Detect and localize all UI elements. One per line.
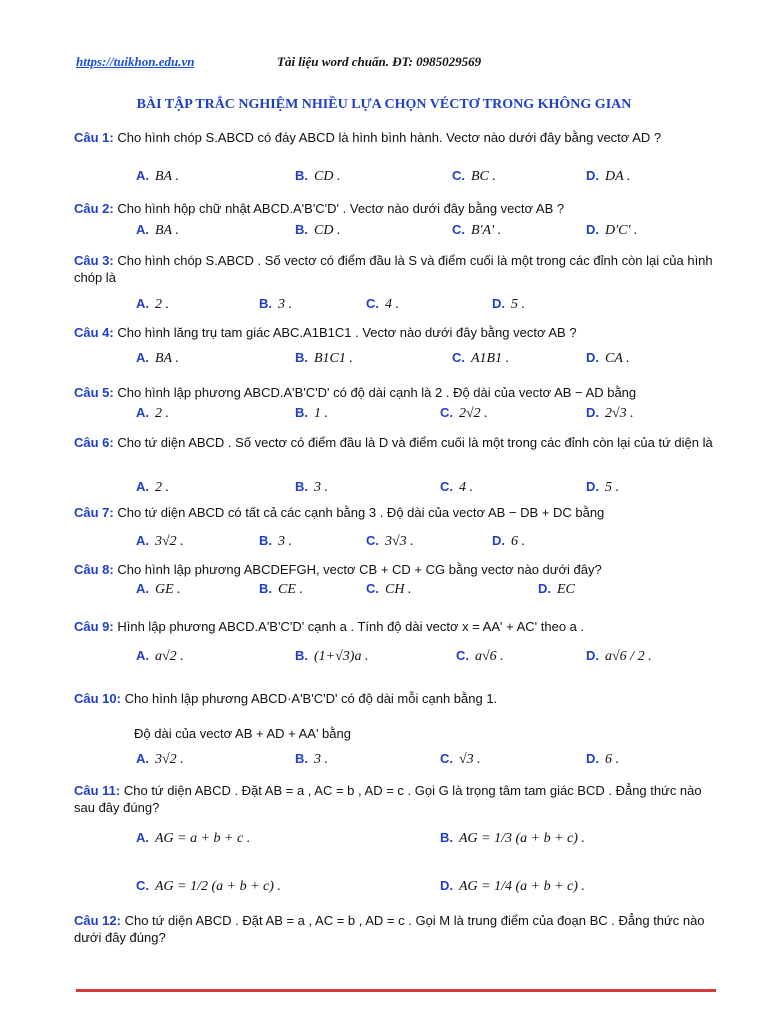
option-value: AG = 1/4 (a + b + c) . (459, 879, 585, 894)
answer-option[interactable] (136, 350, 179, 367)
answer-option[interactable] (295, 222, 340, 239)
question-text: Cho tứ diện ABCD . Đặt AB = a , AC = b , AD = c . Gọi M là trung điểm của đoạn BC . Đẳng thức nào dưới đây đúng? (74, 913, 705, 945)
option-key: D. (586, 479, 599, 494)
question-label: Câu 9: (74, 619, 114, 634)
question-3 (74, 252, 724, 286)
answer-option[interactable] (136, 830, 250, 847)
option-value: 3 . (314, 480, 328, 495)
option-key: A. (136, 350, 149, 365)
answer-option[interactable] (456, 648, 504, 665)
answer-option[interactable] (366, 533, 414, 550)
question-text: Cho hình lập phương ABCD.A'B'C'D' có độ dài cạnh là 2 . Độ dài của vectơ AB − AD bằng (113, 385, 637, 400)
option-key: C. (366, 581, 379, 596)
option-key: D. (586, 350, 599, 365)
option-key: D. (492, 533, 505, 548)
option-value: GE . (155, 582, 181, 597)
option-key: D. (586, 648, 599, 663)
answer-option[interactable] (295, 751, 328, 768)
question-text: Cho hình hộp chữ nhật ABCD.A'B'C'D' . Vectơ nào dưới đây bằng vectơ AB ? (113, 201, 565, 216)
option-key: D. (586, 751, 599, 766)
page-title: BÀI TẬP TRẮC NGHIỆM NHIỀU LỰA CHỌN VÉCTƠ TRONG KHÔNG GIAN (136, 97, 632, 112)
option-key: D. (586, 405, 599, 420)
answer-option[interactable] (440, 479, 473, 496)
question-text: Cho hình chóp S.ABCD có đáy ABCD là hình bình hành. Vectơ nào dưới đây bằng vectơ AD ? (113, 130, 662, 145)
website-link[interactable]: https://tuikhon.edu.vn (76, 54, 195, 69)
question-6 (74, 434, 724, 451)
answer-option[interactable] (440, 405, 488, 422)
option-value: 2√2 . (459, 406, 488, 421)
option-key: A. (136, 830, 149, 845)
answer-option[interactable] (452, 168, 496, 185)
answer-option[interactable] (586, 648, 652, 665)
option-key: A. (136, 533, 149, 548)
option-key: C. (456, 648, 469, 663)
answer-option[interactable] (366, 581, 411, 598)
question-9 (74, 618, 724, 635)
option-value: 6 . (605, 752, 619, 767)
option-value: 2 . (155, 480, 169, 495)
option-value: CA . (605, 351, 630, 366)
answer-option[interactable] (136, 878, 281, 895)
header-note: Tài liệu word chuẩn. ĐT: 0985029569 (277, 54, 482, 69)
answer-option[interactable] (586, 350, 630, 367)
option-value: 3 . (278, 297, 292, 312)
answer-option[interactable] (295, 479, 328, 496)
option-value: D'C' . (605, 223, 638, 238)
option-value: AG = a + b + c . (155, 831, 251, 846)
answer-option[interactable] (366, 296, 399, 313)
option-key: D. (440, 878, 453, 893)
question-text: Hình lập phương ABCD.A'B'C'D' cạnh a . Tính độ dài vectơ x = AA' + AC' theo a . (113, 619, 585, 634)
question-text: Cho hình lập phương ABCD·A'B'C'D' có độ dài mỗi cạnh bằng 1. (120, 691, 498, 706)
answer-option[interactable] (586, 479, 619, 496)
option-key: D. (492, 296, 505, 311)
option-value: 4 . (385, 297, 399, 312)
question-label: Câu 7: (74, 505, 114, 520)
question-label: Câu 8: (74, 562, 114, 577)
question-10 (74, 690, 724, 742)
question-12 (74, 912, 724, 946)
answer-option[interactable] (492, 296, 525, 313)
option-value: (1+√3)a . (314, 649, 369, 664)
question-5 (74, 384, 724, 401)
option-value: 5 . (605, 480, 619, 495)
option-value: AG = 1/3 (a + b + c) . (459, 831, 585, 846)
question-label: Câu 6: (74, 435, 114, 450)
option-value: CD . (314, 223, 341, 238)
question-text: Cho tứ diện ABCD . Số vectơ có điểm đầu là D và điểm cuối là một trong các đỉnh còn lại của tứ diện là (113, 435, 713, 450)
option-key: C. (440, 751, 453, 766)
option-key: C. (440, 479, 453, 494)
option-key: D. (538, 581, 551, 596)
option-key: B. (440, 830, 453, 845)
answer-option[interactable] (259, 296, 292, 313)
option-value: 1 . (314, 406, 328, 421)
question-11 (74, 782, 724, 816)
option-value: 3√2 . (155, 534, 184, 549)
answer-option[interactable] (452, 350, 509, 367)
question-text: Cho tứ diện ABCD có tất cả các cạnh bằng 3 . Độ dài của vectơ AB − DB + DC bằng (113, 505, 605, 520)
answer-option[interactable] (440, 878, 585, 895)
question-text: Cho hình lập phương ABCDEFGH, vectơ CB + CD + CG bằng vectơ nào dưới đây? (113, 562, 602, 577)
page-header (0, 54, 768, 72)
answer-option[interactable] (136, 648, 184, 665)
option-value: CD . (314, 169, 341, 184)
footer-rule (76, 989, 716, 992)
option-key: B. (259, 581, 272, 596)
option-value: A1B1 . (471, 351, 510, 366)
answer-option[interactable] (259, 533, 292, 550)
option-value: DA . (605, 169, 631, 184)
option-key: C. (366, 533, 379, 548)
answer-option[interactable] (136, 751, 184, 768)
option-key: B. (295, 648, 308, 663)
option-value: AG = 1/2 (a + b + c) . (155, 879, 281, 894)
answer-option[interactable] (136, 581, 181, 598)
option-key: A. (136, 479, 149, 494)
option-key: C. (452, 350, 465, 365)
answer-option[interactable] (586, 168, 630, 185)
option-value: CH . (385, 582, 412, 597)
option-key: A. (136, 296, 149, 311)
option-key: C. (366, 296, 379, 311)
question-8 (74, 561, 724, 578)
question-2 (74, 200, 724, 217)
option-value: 3 . (314, 752, 328, 767)
option-key: B. (259, 533, 272, 548)
question-label: Câu 11: (74, 783, 121, 798)
question-label: Câu 2: (74, 201, 114, 216)
option-value: EC (557, 582, 575, 597)
option-value: 3 . (278, 534, 292, 549)
question-4 (74, 324, 724, 341)
answer-option[interactable] (136, 533, 184, 550)
option-value: a√2 . (155, 649, 184, 664)
question-1 (74, 129, 724, 146)
option-key: C. (440, 405, 453, 420)
option-value: 2√3 . (605, 406, 634, 421)
answer-option[interactable] (440, 830, 585, 847)
question-label: Câu 4: (74, 325, 114, 340)
option-value: BA . (155, 169, 179, 184)
answer-option[interactable] (136, 222, 179, 239)
option-value: 6 . (511, 534, 525, 549)
question-label: Câu 3: (74, 253, 114, 268)
question-subtext: Độ dài của vectơ AB + AD + AA' bằng (134, 726, 351, 741)
question-label: Câu 12: (74, 913, 121, 928)
answer-option[interactable] (136, 405, 169, 422)
option-value: 5 . (511, 297, 525, 312)
option-key: A. (136, 751, 149, 766)
answer-option[interactable] (295, 405, 328, 422)
answer-option[interactable] (295, 168, 340, 185)
option-value: BA . (155, 351, 179, 366)
answer-option[interactable] (295, 648, 368, 665)
option-key: B. (295, 222, 308, 237)
answer-option[interactable] (452, 222, 501, 239)
option-value: 3√2 . (155, 752, 184, 767)
option-value: 4 . (459, 480, 473, 495)
option-key: A. (136, 222, 149, 237)
option-key: B. (295, 168, 308, 183)
option-value: 2 . (155, 297, 169, 312)
option-value: 2 . (155, 406, 169, 421)
option-value: BA . (155, 223, 179, 238)
option-value: √3 . (459, 752, 481, 767)
answer-option[interactable] (259, 581, 303, 598)
option-value: a√6 . (475, 649, 504, 664)
answer-option[interactable] (586, 222, 637, 239)
option-key: A. (136, 405, 149, 420)
answer-option[interactable] (492, 533, 525, 550)
question-7 (74, 504, 724, 521)
answer-option[interactable] (136, 296, 169, 313)
option-key: D. (586, 168, 599, 183)
option-value: CE . (278, 582, 303, 597)
question-label: Câu 10: (74, 691, 121, 706)
answer-option[interactable] (440, 751, 481, 768)
answer-option[interactable] (586, 405, 634, 422)
question-text: Cho hình lăng trụ tam giác ABC.A1B1C1 . Vectơ nào dưới đây bằng vectơ AB ? (113, 325, 577, 340)
option-value: 3√3 . (385, 534, 414, 549)
option-key: B. (295, 479, 308, 494)
question-text: Cho hình chóp S.ABCD . Số vectơ có điểm đầu là S và điểm cuối là một trong các đỉnh còn lại của hình chóp là (74, 253, 713, 285)
answer-option[interactable] (586, 751, 619, 768)
option-key: A. (136, 168, 149, 183)
answer-option[interactable] (136, 479, 169, 496)
question-label: Câu 5: (74, 385, 114, 400)
option-value: B1C1 . (314, 351, 353, 366)
answer-option[interactable] (136, 168, 179, 185)
option-key: C. (136, 878, 149, 893)
option-key: B. (295, 350, 308, 365)
option-key: A. (136, 581, 149, 596)
option-key: B. (259, 296, 272, 311)
option-key: B. (295, 405, 308, 420)
option-key: C. (452, 168, 465, 183)
question-text: Cho tứ diện ABCD . Đặt AB = a , AC = b , AD = c . Gọi G là trọng tâm tam giác BCD . Đẳng thức nào sau đây đúng? (74, 783, 702, 815)
option-value: a√6 / 2 . (605, 649, 652, 664)
option-value: B'A' . (471, 223, 502, 238)
answer-option[interactable] (538, 581, 575, 598)
option-key: C. (452, 222, 465, 237)
option-key: D. (586, 222, 599, 237)
option-value: BC . (471, 169, 496, 184)
question-label: Câu 1: (74, 130, 114, 145)
answer-option[interactable] (295, 350, 353, 367)
option-key: A. (136, 648, 149, 663)
option-key: B. (295, 751, 308, 766)
